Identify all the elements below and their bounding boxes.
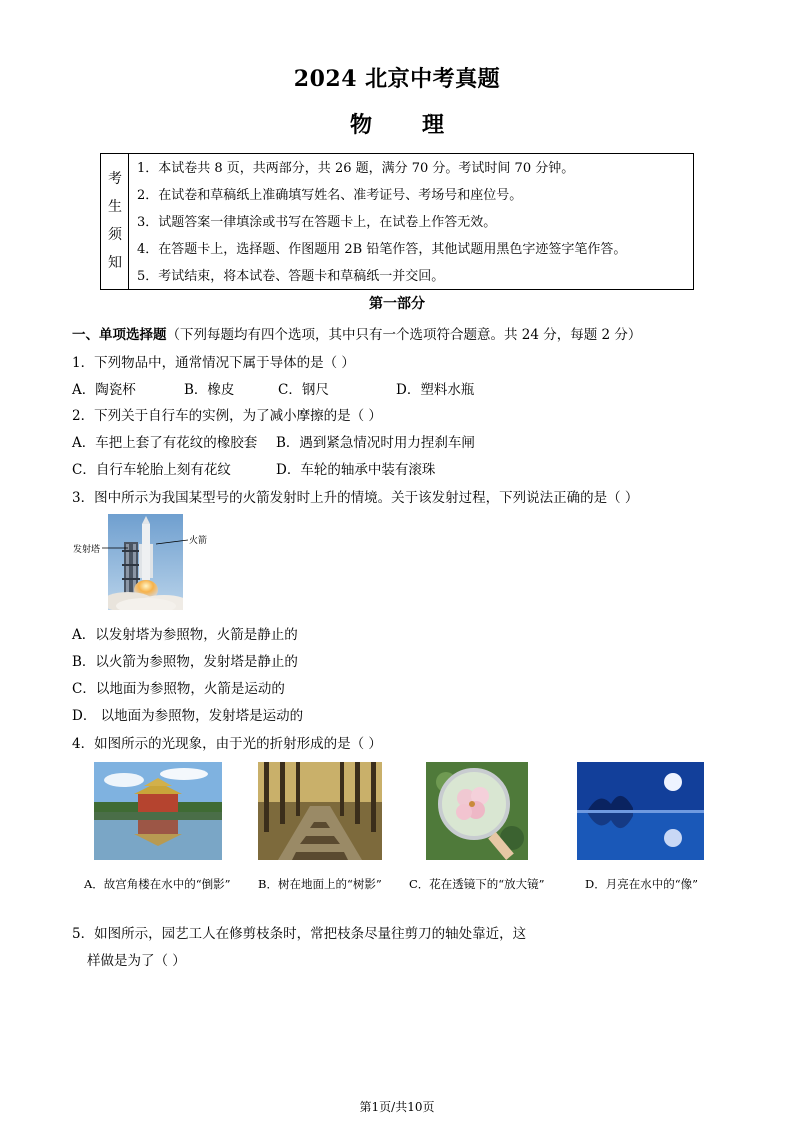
section-instruction: （下列每题均有四个选项，其中只有一个选项符合题意。共 24 分，每题 2 分） (166, 327, 642, 343)
notice-item: 4．在答题卡上，选择题、作图题用 2B 铅笔作答，其他试题用黑色字迹签字笔作答。 (137, 242, 627, 257)
q1-option-c: C．钢尺 (278, 382, 329, 398)
q3-option-a: A．以发射塔为参照物，火箭是静止的 (72, 627, 298, 643)
notice-item: 2．在试卷和草稿纸上准确填写姓名、准考证号、考场号和座位号。 (137, 188, 523, 203)
part-title: 第一部分 (369, 296, 425, 312)
palace-reflection-image (94, 762, 222, 860)
rocket-launch-figure (108, 514, 183, 610)
q2-option-d: D．车轮的轴承中装有滚珠 (276, 462, 436, 478)
launch-tower-label: 发射塔 (73, 545, 101, 555)
q4-caption-a: A．故宫角楼在水中的“倒影” (84, 877, 231, 891)
question-3-stem: 3．图中所示为我国某型号的火箭发射时上升的情境。关于该发射过程，下列说法正确的是（ ） (72, 490, 639, 506)
subject-char-2: 理 (422, 112, 445, 138)
magnifier-flower-photo (426, 762, 528, 860)
exam-notice-box (100, 153, 694, 290)
notice-item: 5．考试结束，将本试卷、答题卡和草稿纸一并交回。 (137, 269, 445, 284)
question-1-options (72, 378, 692, 398)
subject-char-1: 物 (349, 112, 372, 138)
rocket-label: 火箭 (189, 536, 208, 546)
notice-side-char: 知 (108, 255, 122, 271)
q1-option-a: A．陶瓷杯 (72, 382, 136, 398)
q1-option-b: B．橡皮 (184, 382, 235, 398)
figure-pointer-lines (100, 536, 190, 556)
subject-title (0, 108, 794, 139)
question-1-stem: 1．下列物品中，通常情况下属于导体的是（ ） (72, 355, 355, 371)
question-4-stem: 4．如图所示的光现象，由于光的折射形成的是（ ） (72, 736, 382, 752)
question-2-stem: 2．下列关于自行车的实例，为了减小摩擦的是（ ） (72, 408, 382, 424)
question-5-stem-line1: 5．如图所示，园艺工人在修剪枝条时，常把枝条尽量往剪刀的轴处靠近，这 (72, 926, 527, 942)
palace-reflection-photo (94, 762, 222, 860)
moon-reflection-image (577, 762, 704, 860)
notice-item: 3．试题答案一律填涂或书写在答题卡上，在试卷上作答无效。 (137, 215, 497, 230)
q4-caption-d: D．月亮在水中的“像” (585, 877, 698, 891)
notice-side-label (101, 154, 129, 289)
exam-title: 2024 北京中考真题 (293, 66, 501, 92)
magnifier-flower-image (426, 762, 528, 860)
section-heading (72, 323, 641, 343)
q2-option-b: B．遇到紧急情况时用力捏刹车闸 (276, 435, 475, 451)
question-2-options-row1 (72, 431, 692, 451)
q4-caption-b: B．树在地面上的“树影” (258, 877, 382, 891)
notice-side-char: 须 (108, 227, 122, 243)
q1-option-d: D．塑料水瓶 (396, 382, 475, 398)
tree-shadow-image (258, 762, 382, 860)
notice-side-char: 生 (108, 199, 122, 215)
tree-shadow-photo (258, 762, 382, 860)
page-footer: 第1页/共10页 (359, 1100, 435, 1114)
notice-item: 1．本试卷共 8 页，共两部分，共 26 题，满分 70 分。考试时间 70 分钟。 (137, 161, 575, 176)
notice-side-char: 考 (108, 171, 122, 187)
moon-reflection-photo (577, 762, 704, 860)
rocket-launch-image (108, 514, 183, 610)
q4-caption-c: C．花在透镜下的“放大镜” (409, 877, 545, 891)
q2-option-c: C．自行车轮胎上刻有花纹 (72, 462, 231, 478)
question-2-options-row2 (72, 458, 692, 478)
q3-option-c: C．以地面为参照物，火箭是运动的 (72, 681, 285, 697)
question-5-stem-line2: 样做是为了（ ） (87, 953, 186, 969)
q2-option-a: A．车把上套了有花纹的橡胶套 (72, 435, 258, 451)
q3-option-d: D． 以地面为参照物，发射塔是运动的 (72, 708, 304, 724)
section-heading-label: 一、单项选择题 (72, 327, 167, 343)
q3-option-b: B．以火箭为参照物，发射塔是静止的 (72, 654, 298, 670)
